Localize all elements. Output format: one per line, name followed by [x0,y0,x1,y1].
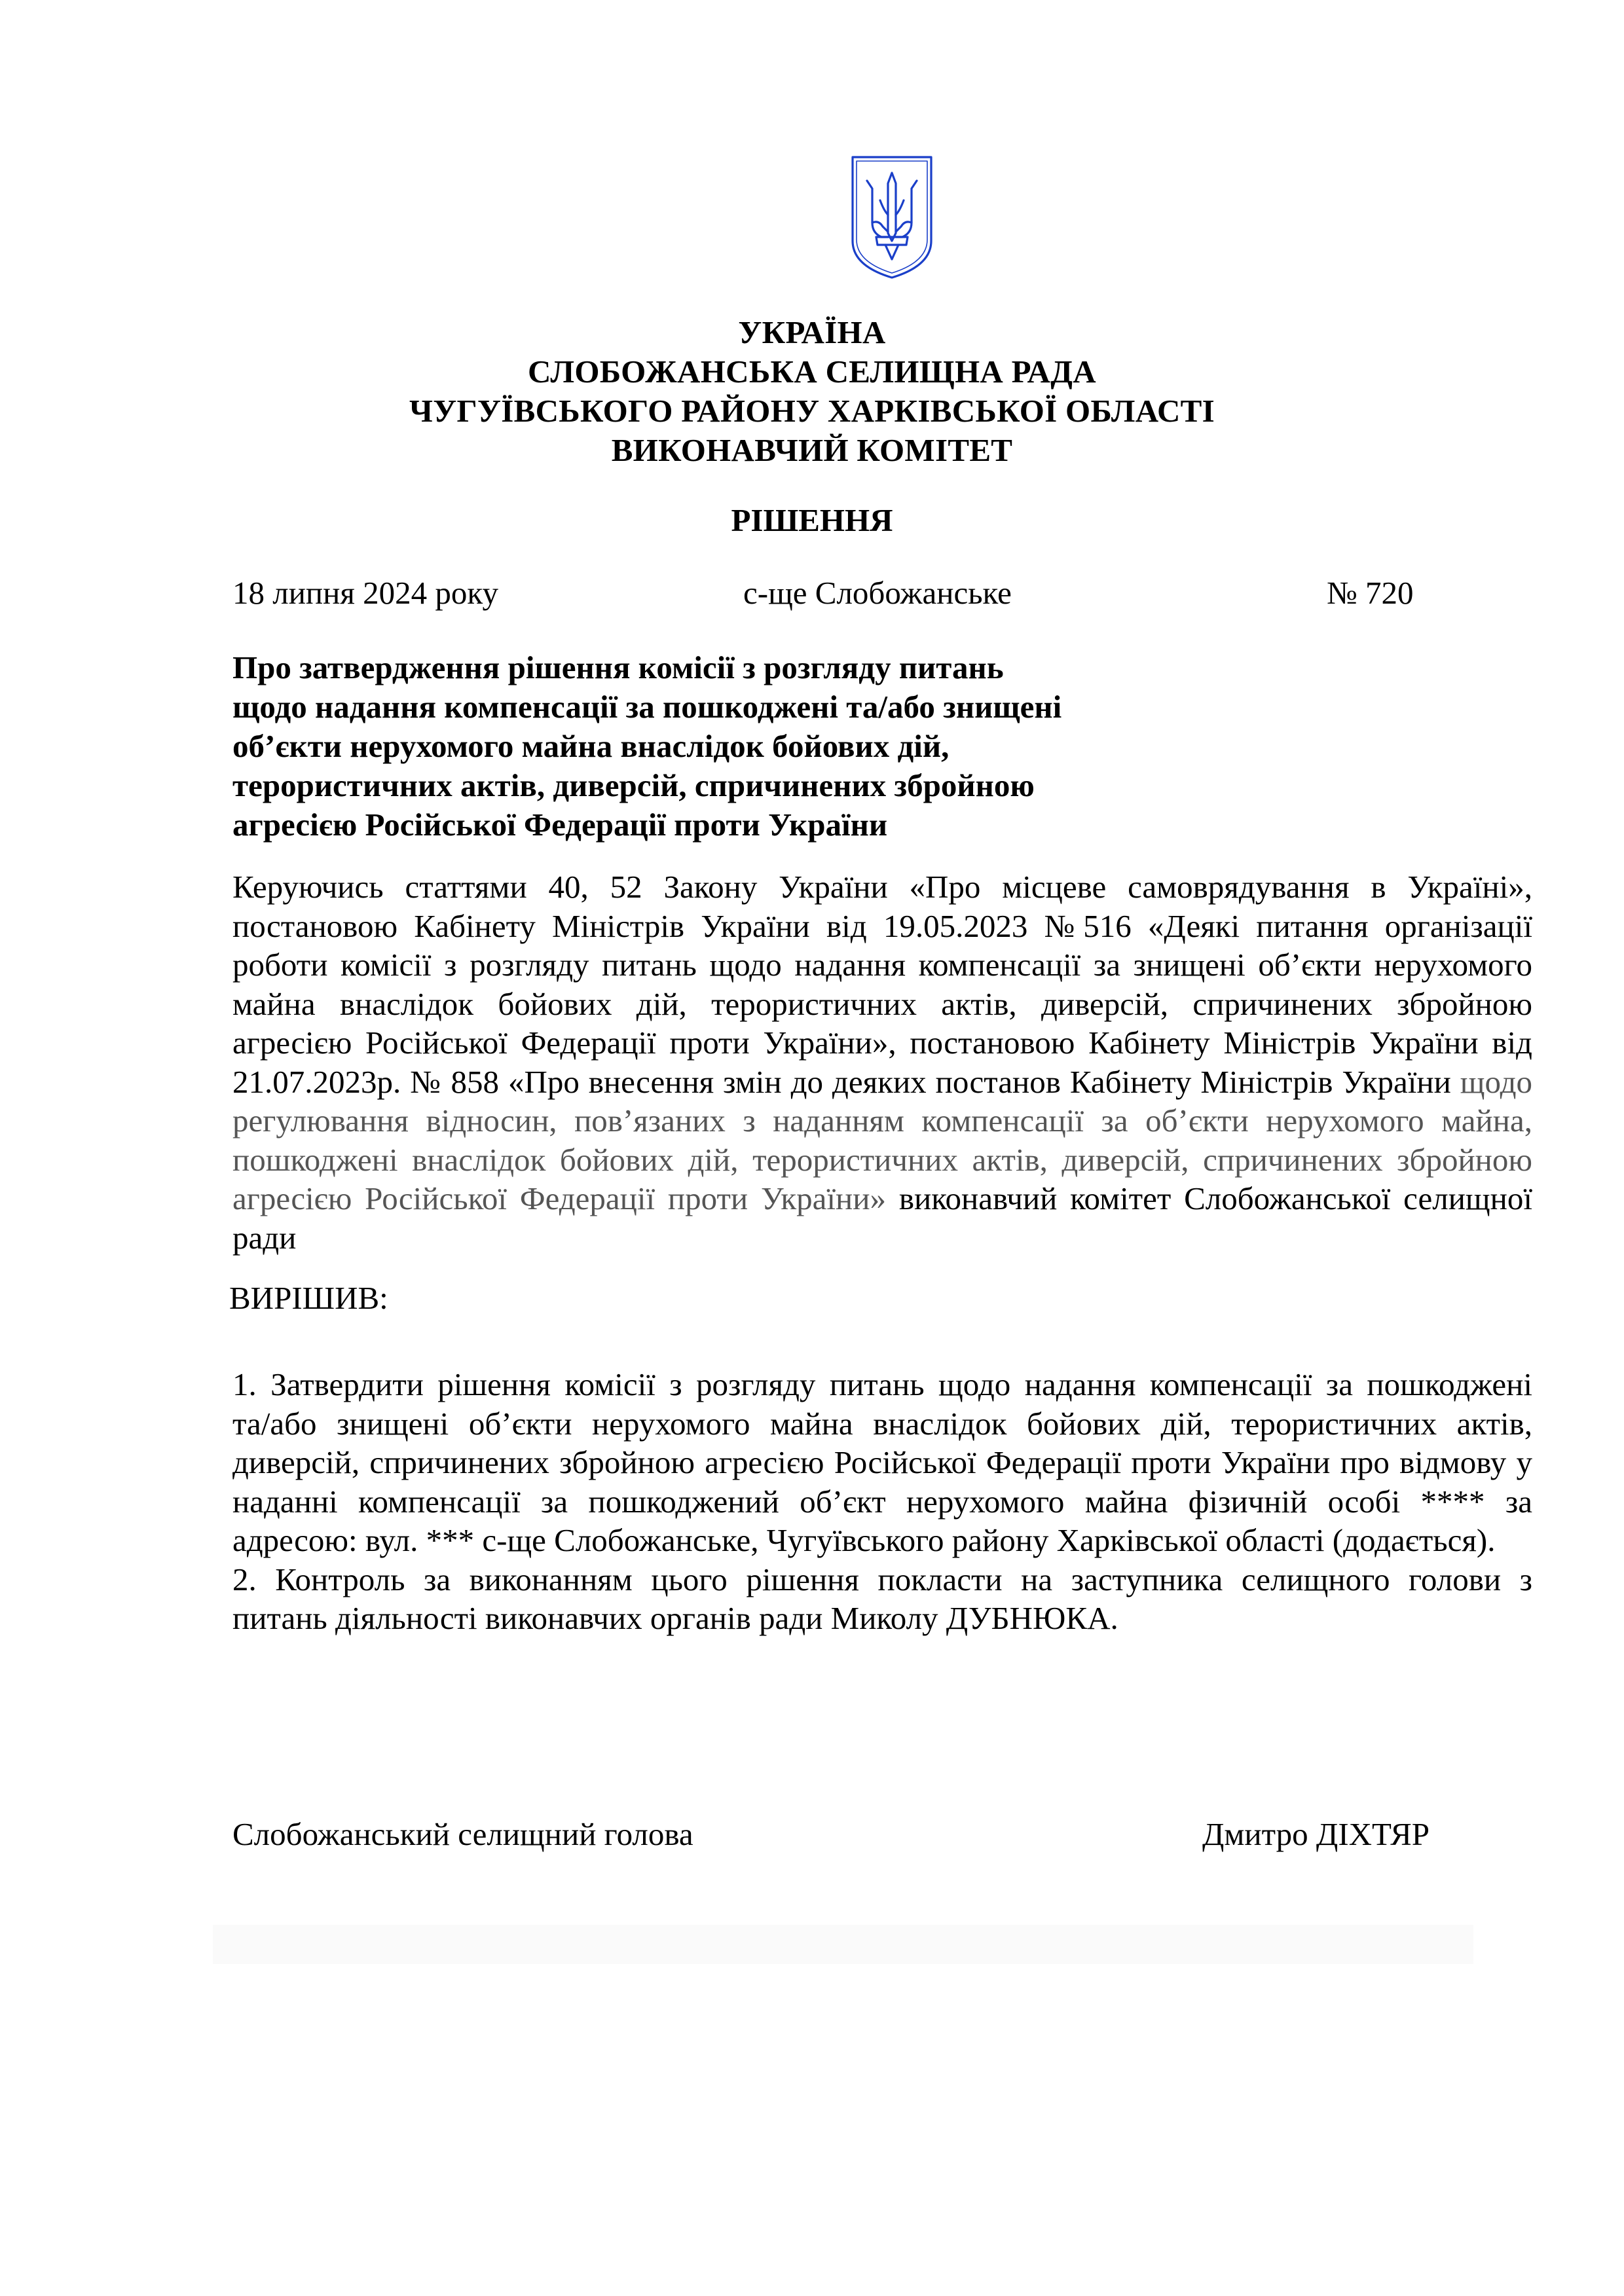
document-type-title: РІШЕННЯ [731,502,893,538]
footer-shade [213,1925,1473,1964]
district-title: ЧУГУЇВСЬКОГО РАЙОНУ ХАРКІВСЬКОЇ ОБЛАСТІ [409,393,1215,429]
basis-line: Керуючись статтями 40, 52 Закону України «Про місцеве самоврядування в Україні», [232,869,1532,905]
basis-line: майна внаслідок бойових дій, терористичних актів, диверсій, спричинених збройною [232,985,1532,1022]
document-place: с-ще Слобожанське [743,575,1012,611]
document-meta-line [0,574,1624,613]
item-line: наданні компенсації за пошкоджений об’єкт нерухомого майна фізичній особі **** за [232,1483,1532,1520]
basis-line: регулювання відносин, пов’язаних з наданням компенсації за об’єкти нерухомого майна, [232,1102,1532,1139]
trident-coat-of-arms-icon [850,155,934,280]
item-line: адресою: вул. *** с-ще Слобожанське, Чугуївського району Харківської області (додається). [232,1522,1496,1558]
document-date: 18 липня 2024 року [232,575,499,611]
subject-line: терористичних актів, диверсій, спричинених збройною [232,767,1035,803]
subject-line: щодо надання компенсації за пошкоджені та/або знищені [232,689,1062,725]
basis-line: агресією Російської Федерації проти України», постановою Кабінету Міністрів України від [232,1025,1532,1061]
signature-block [0,1815,1624,1854]
basis-line: роботи комісії з розгляду питань щодо надання компенсації за знищені об’єкти нерухомого [232,947,1532,983]
country-title: УКРАЇНА [738,314,886,350]
document-subject [232,648,1149,845]
basis-line: пошкоджені внаслідок бойових дій, терористичних актів, диверсій, спричинених збройною [232,1141,1532,1178]
resolution-items [232,1365,1532,1638]
item-line: питань діяльності виконавчих органів ради Миколу ДУБНЮКА. [232,1600,1118,1636]
subject-line: об’єкти нерухомого майна внаслідок бойових дій, [232,728,950,764]
basis-line: ради [232,1219,297,1256]
item-line: диверсій, спричинених збройною агресією Російської Федерації проти України про відмову у [232,1444,1532,1480]
item-line: 1. Затвердити рішення комісії з розгляду питань щодо надання компенсації за пошкоджені [232,1366,1532,1402]
legal-basis-paragraph [232,867,1532,1257]
document-header [0,313,1624,470]
basis-line: постановою Кабінету Міністрів України від 19.05.2023 №516 «Деякі питання організації [232,907,1532,944]
basis-line: 21.07.2023р. № 858 «Про внесення змін до деяких постанов Кабінету Міністрів України щодо [232,1063,1532,1100]
subject-line: агресією Російської Федерації проти України [232,807,888,843]
item-line: та/або знищені об’єкти нерухомого майна внаслідок бойових дій, терористичних актів, [232,1405,1532,1442]
signatory-position: Слобожанський селищний голова [232,1816,693,1852]
signatory-name: Дмитро ДІХТЯР [1202,1816,1430,1852]
basis-line: агресією Російської Федерації проти України» виконавчий комітет Слобожанської селищної [232,1180,1532,1216]
document-number: № 720 [1327,575,1414,611]
resolved-label: ВИРІШИВ: [229,1280,388,1316]
subject-line: Про затвердження рішення комісії з розгляду питань [232,649,1004,685]
item-line: 2. Контроль за виконанням цього рішення покласти на заступника селищного голови з [232,1561,1532,1597]
council-title: СЛОБОЖАНСЬКА СЕЛИЩНА РАДА [528,354,1096,390]
body-title: ВИКОНАВЧИЙ КОМІТЕТ [611,432,1013,468]
